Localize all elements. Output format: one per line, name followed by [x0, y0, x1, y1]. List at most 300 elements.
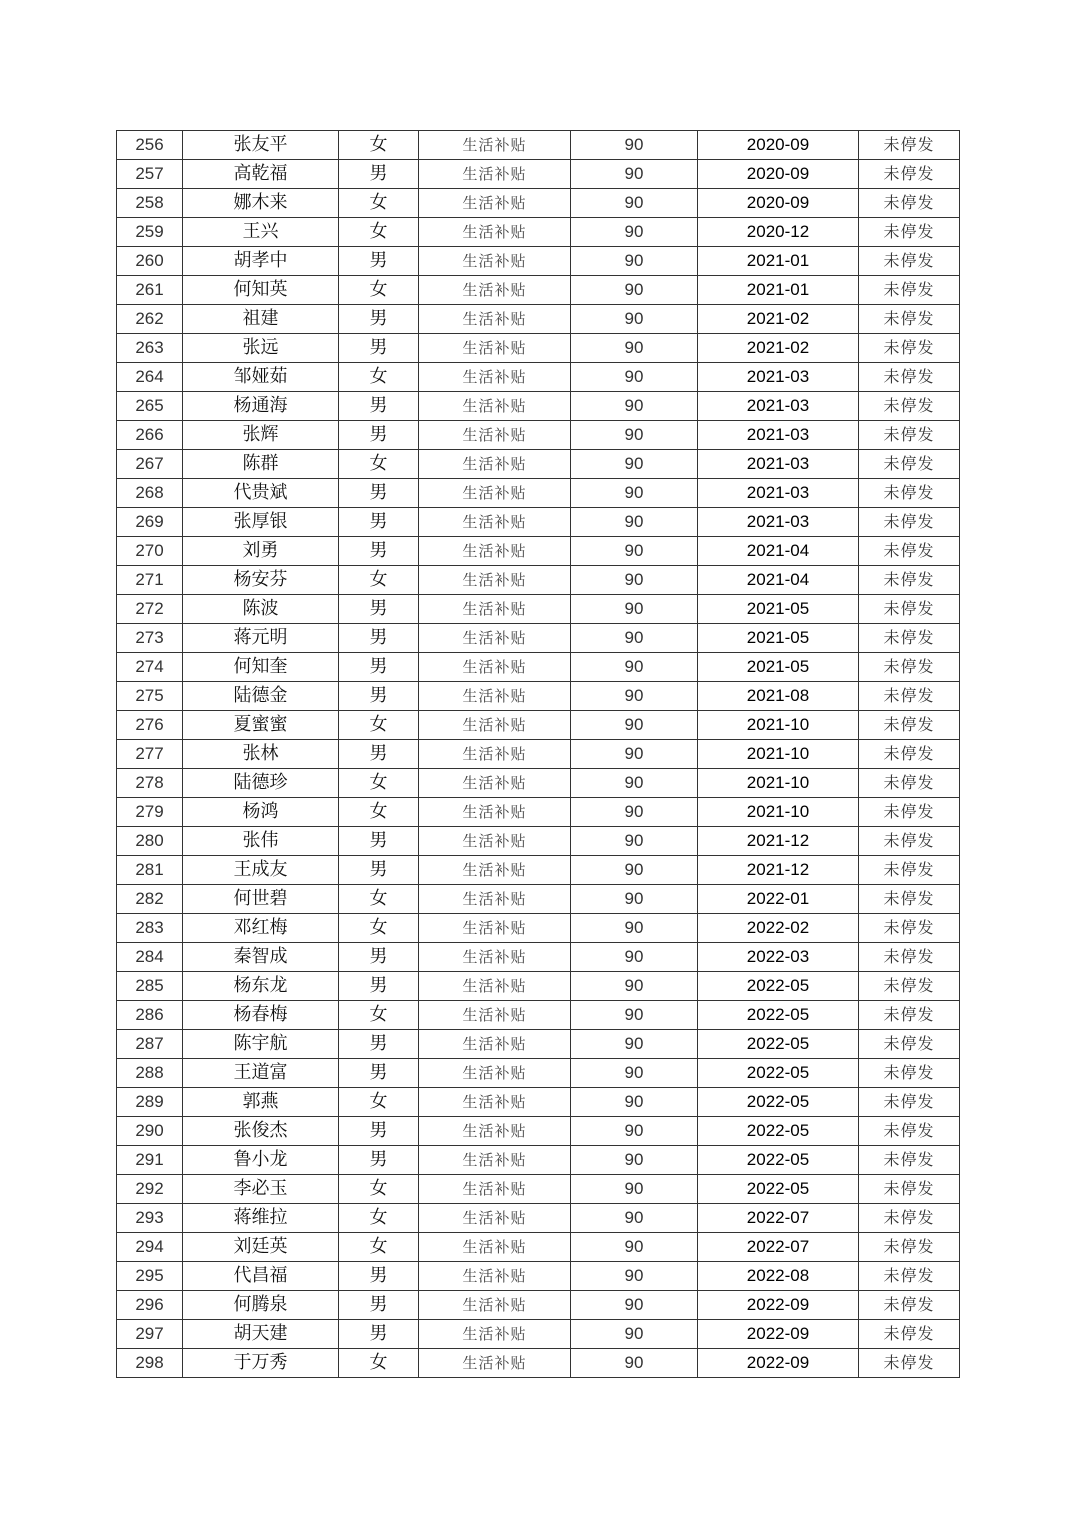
start-date-cell: 2022-09 [698, 1349, 859, 1378]
gender-cell: 男 [339, 305, 419, 334]
start-date-cell: 2020-09 [698, 131, 859, 160]
amount-cell: 90 [571, 1146, 698, 1175]
serial-number-cell: 285 [117, 972, 183, 1001]
status-cell: 未停发 [859, 537, 960, 566]
start-date-cell: 2021-01 [698, 247, 859, 276]
name-cell: 胡天建 [183, 1320, 339, 1349]
name-cell: 高乾福 [183, 160, 339, 189]
name-cell: 何知英 [183, 276, 339, 305]
table-row [117, 1291, 960, 1320]
table-row [117, 682, 960, 711]
status-cell: 未停发 [859, 508, 960, 537]
gender-cell: 男 [339, 943, 419, 972]
serial-number-cell: 266 [117, 421, 183, 450]
gender-cell: 男 [339, 479, 419, 508]
name-cell: 于万秀 [183, 1349, 339, 1378]
amount-cell: 90 [571, 885, 698, 914]
name-cell: 王道富 [183, 1059, 339, 1088]
amount-cell: 90 [571, 1030, 698, 1059]
subsidy-type-cell: 生活补贴 [419, 421, 571, 450]
status-cell: 未停发 [859, 943, 960, 972]
amount-cell: 90 [571, 653, 698, 682]
start-date-cell: 2021-05 [698, 624, 859, 653]
serial-number-cell: 276 [117, 711, 183, 740]
subsidy-type-cell: 生活补贴 [419, 1001, 571, 1030]
subsidy-type-cell: 生活补贴 [419, 1030, 571, 1059]
amount-cell: 90 [571, 1088, 698, 1117]
name-cell: 代贵斌 [183, 479, 339, 508]
gender-cell: 女 [339, 769, 419, 798]
table-row [117, 1059, 960, 1088]
status-cell: 未停发 [859, 189, 960, 218]
subsidy-type-cell: 生活补贴 [419, 1349, 571, 1378]
start-date-cell: 2021-04 [698, 537, 859, 566]
status-cell: 未停发 [859, 566, 960, 595]
subsidy-type-cell: 生活补贴 [419, 1088, 571, 1117]
subsidy-type-cell: 生活补贴 [419, 798, 571, 827]
roster-body [117, 131, 960, 1378]
gender-cell: 女 [339, 189, 419, 218]
amount-cell: 90 [571, 1320, 698, 1349]
name-cell: 陆德金 [183, 682, 339, 711]
subsidy-roster-table [116, 130, 960, 1378]
start-date-cell: 2021-03 [698, 479, 859, 508]
serial-number-cell: 289 [117, 1088, 183, 1117]
status-cell: 未停发 [859, 479, 960, 508]
name-cell: 杨安芬 [183, 566, 339, 595]
start-date-cell: 2022-09 [698, 1320, 859, 1349]
name-cell: 张远 [183, 334, 339, 363]
amount-cell: 90 [571, 305, 698, 334]
gender-cell: 男 [339, 827, 419, 856]
name-cell: 代昌福 [183, 1262, 339, 1291]
serial-number-cell: 261 [117, 276, 183, 305]
status-cell: 未停发 [859, 305, 960, 334]
serial-number-cell: 275 [117, 682, 183, 711]
status-cell: 未停发 [859, 131, 960, 160]
amount-cell: 90 [571, 1175, 698, 1204]
serial-number-cell: 279 [117, 798, 183, 827]
start-date-cell: 2022-05 [698, 1117, 859, 1146]
amount-cell: 90 [571, 160, 698, 189]
table-row [117, 769, 960, 798]
table-row [117, 160, 960, 189]
subsidy-type-cell: 生活补贴 [419, 392, 571, 421]
gender-cell: 男 [339, 1117, 419, 1146]
gender-cell: 男 [339, 537, 419, 566]
gender-cell: 女 [339, 914, 419, 943]
table-row [117, 827, 960, 856]
start-date-cell: 2022-01 [698, 885, 859, 914]
gender-cell: 女 [339, 1175, 419, 1204]
gender-cell: 男 [339, 1320, 419, 1349]
amount-cell: 90 [571, 1291, 698, 1320]
start-date-cell: 2021-03 [698, 363, 859, 392]
subsidy-type-cell: 生活补贴 [419, 131, 571, 160]
name-cell: 陈群 [183, 450, 339, 479]
subsidy-type-cell: 生活补贴 [419, 305, 571, 334]
amount-cell: 90 [571, 276, 698, 305]
name-cell: 张林 [183, 740, 339, 769]
subsidy-type-cell: 生活补贴 [419, 682, 571, 711]
status-cell: 未停发 [859, 1059, 960, 1088]
name-cell: 何世碧 [183, 885, 339, 914]
status-cell: 未停发 [859, 972, 960, 1001]
serial-number-cell: 256 [117, 131, 183, 160]
amount-cell: 90 [571, 624, 698, 653]
status-cell: 未停发 [859, 624, 960, 653]
amount-cell: 90 [571, 943, 698, 972]
subsidy-type-cell: 生活补贴 [419, 363, 571, 392]
name-cell: 张俊杰 [183, 1117, 339, 1146]
table-row [117, 363, 960, 392]
table-row [117, 1262, 960, 1291]
serial-number-cell: 265 [117, 392, 183, 421]
subsidy-type-cell: 生活补贴 [419, 624, 571, 653]
amount-cell: 90 [571, 972, 698, 1001]
serial-number-cell: 267 [117, 450, 183, 479]
serial-number-cell: 277 [117, 740, 183, 769]
subsidy-type-cell: 生活补贴 [419, 247, 571, 276]
table-row [117, 711, 960, 740]
start-date-cell: 2022-05 [698, 1030, 859, 1059]
name-cell: 张辉 [183, 421, 339, 450]
gender-cell: 女 [339, 711, 419, 740]
serial-number-cell: 257 [117, 160, 183, 189]
table-row [117, 508, 960, 537]
serial-number-cell: 258 [117, 189, 183, 218]
status-cell: 未停发 [859, 711, 960, 740]
status-cell: 未停发 [859, 856, 960, 885]
start-date-cell: 2022-05 [698, 1146, 859, 1175]
serial-number-cell: 268 [117, 479, 183, 508]
gender-cell: 女 [339, 1233, 419, 1262]
name-cell: 刘勇 [183, 537, 339, 566]
table-row [117, 595, 960, 624]
table-row [117, 276, 960, 305]
start-date-cell: 2022-07 [698, 1233, 859, 1262]
amount-cell: 90 [571, 711, 698, 740]
start-date-cell: 2021-05 [698, 653, 859, 682]
serial-number-cell: 297 [117, 1320, 183, 1349]
serial-number-cell: 298 [117, 1349, 183, 1378]
amount-cell: 90 [571, 421, 698, 450]
gender-cell: 男 [339, 421, 419, 450]
gender-cell: 男 [339, 247, 419, 276]
start-date-cell: 2021-01 [698, 276, 859, 305]
subsidy-type-cell: 生活补贴 [419, 1262, 571, 1291]
gender-cell: 女 [339, 363, 419, 392]
gender-cell: 男 [339, 1291, 419, 1320]
start-date-cell: 2022-05 [698, 1059, 859, 1088]
subsidy-type-cell: 生活补贴 [419, 595, 571, 624]
serial-number-cell: 273 [117, 624, 183, 653]
subsidy-type-cell: 生活补贴 [419, 1320, 571, 1349]
subsidy-type-cell: 生活补贴 [419, 566, 571, 595]
status-cell: 未停发 [859, 1233, 960, 1262]
table-row [117, 1320, 960, 1349]
table-row [117, 1001, 960, 1030]
gender-cell: 男 [339, 1030, 419, 1059]
subsidy-type-cell: 生活补贴 [419, 160, 571, 189]
status-cell: 未停发 [859, 247, 960, 276]
amount-cell: 90 [571, 334, 698, 363]
amount-cell: 90 [571, 595, 698, 624]
serial-number-cell: 294 [117, 1233, 183, 1262]
gender-cell: 女 [339, 566, 419, 595]
start-date-cell: 2021-03 [698, 392, 859, 421]
table-row [117, 972, 960, 1001]
status-cell: 未停发 [859, 1204, 960, 1233]
name-cell: 祖建 [183, 305, 339, 334]
table-row [117, 334, 960, 363]
serial-number-cell: 264 [117, 363, 183, 392]
table-row [117, 421, 960, 450]
subsidy-type-cell: 生活补贴 [419, 769, 571, 798]
amount-cell: 90 [571, 1059, 698, 1088]
gender-cell: 男 [339, 508, 419, 537]
table-row [117, 943, 960, 972]
subsidy-type-cell: 生活补贴 [419, 740, 571, 769]
subsidy-type-cell: 生活补贴 [419, 1291, 571, 1320]
subsidy-type-cell: 生活补贴 [419, 450, 571, 479]
table-row [117, 1233, 960, 1262]
status-cell: 未停发 [859, 595, 960, 624]
gender-cell: 男 [339, 653, 419, 682]
serial-number-cell: 287 [117, 1030, 183, 1059]
status-cell: 未停发 [859, 885, 960, 914]
status-cell: 未停发 [859, 363, 960, 392]
table-row [117, 1088, 960, 1117]
start-date-cell: 2022-02 [698, 914, 859, 943]
subsidy-type-cell: 生活补贴 [419, 334, 571, 363]
status-cell: 未停发 [859, 914, 960, 943]
table-row [117, 1117, 960, 1146]
serial-number-cell: 278 [117, 769, 183, 798]
status-cell: 未停发 [859, 653, 960, 682]
status-cell: 未停发 [859, 1320, 960, 1349]
serial-number-cell: 270 [117, 537, 183, 566]
table-row [117, 218, 960, 247]
table-row [117, 131, 960, 160]
status-cell: 未停发 [859, 1291, 960, 1320]
name-cell: 夏蜜蜜 [183, 711, 339, 740]
amount-cell: 90 [571, 450, 698, 479]
start-date-cell: 2021-12 [698, 827, 859, 856]
start-date-cell: 2021-02 [698, 334, 859, 363]
status-cell: 未停发 [859, 1146, 960, 1175]
name-cell: 杨通海 [183, 392, 339, 421]
subsidy-type-cell: 生活补贴 [419, 1117, 571, 1146]
gender-cell: 男 [339, 624, 419, 653]
serial-number-cell: 293 [117, 1204, 183, 1233]
start-date-cell: 2021-10 [698, 798, 859, 827]
start-date-cell: 2021-03 [698, 508, 859, 537]
amount-cell: 90 [571, 914, 698, 943]
table-row [117, 624, 960, 653]
amount-cell: 90 [571, 363, 698, 392]
table-row [117, 450, 960, 479]
start-date-cell: 2021-10 [698, 740, 859, 769]
table-row [117, 1030, 960, 1059]
table-row [117, 798, 960, 827]
start-date-cell: 2020-09 [698, 160, 859, 189]
amount-cell: 90 [571, 479, 698, 508]
amount-cell: 90 [571, 769, 698, 798]
subsidy-type-cell: 生活补贴 [419, 711, 571, 740]
table-row [117, 1146, 960, 1175]
gender-cell: 男 [339, 334, 419, 363]
table-row [117, 914, 960, 943]
subsidy-type-cell: 生活补贴 [419, 1059, 571, 1088]
name-cell: 何腾泉 [183, 1291, 339, 1320]
subsidy-type-cell: 生活补贴 [419, 943, 571, 972]
table-row [117, 856, 960, 885]
status-cell: 未停发 [859, 392, 960, 421]
table-row [117, 1349, 960, 1378]
name-cell: 陈宇航 [183, 1030, 339, 1059]
table-row [117, 479, 960, 508]
amount-cell: 90 [571, 131, 698, 160]
gender-cell: 男 [339, 1146, 419, 1175]
name-cell: 胡孝中 [183, 247, 339, 276]
gender-cell: 男 [339, 160, 419, 189]
status-cell: 未停发 [859, 334, 960, 363]
start-date-cell: 2022-09 [698, 1291, 859, 1320]
start-date-cell: 2022-03 [698, 943, 859, 972]
subsidy-type-cell: 生活补贴 [419, 914, 571, 943]
amount-cell: 90 [571, 247, 698, 276]
name-cell: 陈波 [183, 595, 339, 624]
serial-number-cell: 260 [117, 247, 183, 276]
table-row [117, 537, 960, 566]
serial-number-cell: 288 [117, 1059, 183, 1088]
table-row [117, 885, 960, 914]
subsidy-type-cell: 生活补贴 [419, 972, 571, 1001]
subsidy-type-cell: 生活补贴 [419, 827, 571, 856]
start-date-cell: 2021-03 [698, 421, 859, 450]
name-cell: 鲁小龙 [183, 1146, 339, 1175]
name-cell: 陆德珍 [183, 769, 339, 798]
serial-number-cell: 274 [117, 653, 183, 682]
subsidy-type-cell: 生活补贴 [419, 653, 571, 682]
gender-cell: 女 [339, 131, 419, 160]
gender-cell: 女 [339, 218, 419, 247]
name-cell: 张友平 [183, 131, 339, 160]
gender-cell: 女 [339, 1204, 419, 1233]
serial-number-cell: 290 [117, 1117, 183, 1146]
table-row [117, 305, 960, 334]
status-cell: 未停发 [859, 1175, 960, 1204]
amount-cell: 90 [571, 827, 698, 856]
table-row [117, 566, 960, 595]
gender-cell: 男 [339, 972, 419, 1001]
amount-cell: 90 [571, 1204, 698, 1233]
subsidy-type-cell: 生活补贴 [419, 1146, 571, 1175]
serial-number-cell: 271 [117, 566, 183, 595]
start-date-cell: 2022-07 [698, 1204, 859, 1233]
name-cell: 邓红梅 [183, 914, 339, 943]
name-cell: 王成友 [183, 856, 339, 885]
name-cell: 郭燕 [183, 1088, 339, 1117]
start-date-cell: 2021-08 [698, 682, 859, 711]
amount-cell: 90 [571, 856, 698, 885]
name-cell: 邹娅茹 [183, 363, 339, 392]
amount-cell: 90 [571, 740, 698, 769]
amount-cell: 90 [571, 682, 698, 711]
start-date-cell: 2022-05 [698, 1175, 859, 1204]
name-cell: 何知奎 [183, 653, 339, 682]
serial-number-cell: 263 [117, 334, 183, 363]
gender-cell: 女 [339, 798, 419, 827]
gender-cell: 男 [339, 682, 419, 711]
serial-number-cell: 259 [117, 218, 183, 247]
start-date-cell: 2021-10 [698, 711, 859, 740]
amount-cell: 90 [571, 1349, 698, 1378]
start-date-cell: 2022-08 [698, 1262, 859, 1291]
start-date-cell: 2021-10 [698, 769, 859, 798]
serial-number-cell: 296 [117, 1291, 183, 1320]
table-row [117, 247, 960, 276]
name-cell: 张伟 [183, 827, 339, 856]
table-row [117, 653, 960, 682]
serial-number-cell: 269 [117, 508, 183, 537]
gender-cell: 女 [339, 1001, 419, 1030]
name-cell: 李必玉 [183, 1175, 339, 1204]
amount-cell: 90 [571, 218, 698, 247]
status-cell: 未停发 [859, 1088, 960, 1117]
amount-cell: 90 [571, 508, 698, 537]
serial-number-cell: 286 [117, 1001, 183, 1030]
gender-cell: 女 [339, 1088, 419, 1117]
start-date-cell: 2021-03 [698, 450, 859, 479]
subsidy-type-cell: 生活补贴 [419, 189, 571, 218]
start-date-cell: 2021-02 [698, 305, 859, 334]
status-cell: 未停发 [859, 1117, 960, 1146]
table-row [117, 392, 960, 421]
name-cell: 娜木来 [183, 189, 339, 218]
name-cell: 张厚银 [183, 508, 339, 537]
subsidy-type-cell: 生活补贴 [419, 1233, 571, 1262]
amount-cell: 90 [571, 537, 698, 566]
start-date-cell: 2021-04 [698, 566, 859, 595]
status-cell: 未停发 [859, 421, 960, 450]
name-cell: 刘廷英 [183, 1233, 339, 1262]
serial-number-cell: 291 [117, 1146, 183, 1175]
serial-number-cell: 292 [117, 1175, 183, 1204]
status-cell: 未停发 [859, 1349, 960, 1378]
subsidy-type-cell: 生活补贴 [419, 218, 571, 247]
status-cell: 未停发 [859, 1262, 960, 1291]
start-date-cell: 2020-09 [698, 189, 859, 218]
status-cell: 未停发 [859, 798, 960, 827]
table-row [117, 1175, 960, 1204]
amount-cell: 90 [571, 798, 698, 827]
serial-number-cell: 295 [117, 1262, 183, 1291]
status-cell: 未停发 [859, 769, 960, 798]
gender-cell: 男 [339, 1262, 419, 1291]
amount-cell: 90 [571, 1117, 698, 1146]
subsidy-type-cell: 生活补贴 [419, 537, 571, 566]
table-row [117, 189, 960, 218]
status-cell: 未停发 [859, 218, 960, 247]
status-cell: 未停发 [859, 276, 960, 305]
table-row [117, 1204, 960, 1233]
gender-cell: 男 [339, 740, 419, 769]
name-cell: 杨春梅 [183, 1001, 339, 1030]
amount-cell: 90 [571, 566, 698, 595]
gender-cell: 女 [339, 276, 419, 305]
